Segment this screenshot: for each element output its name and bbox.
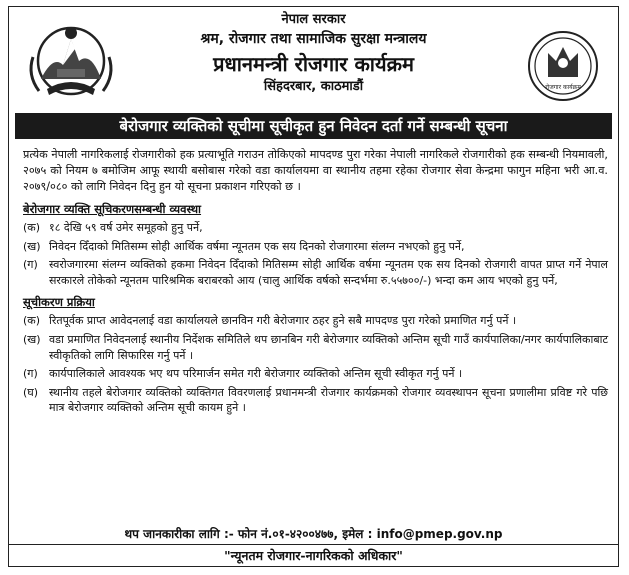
item-number: (ग): [23, 258, 38, 272]
item-text: वडा प्रमाणित निवेदनलाई स्थानीय निर्देशक समितिले थप छानबिन गरी बेरोजगार व्यक्तिको अन्तिम सूची गाउँ कार्यपालिका/नगर कार्यपालिकाबाट स्वीकृतिको लागि सिफारिस गर्नु पर्ने ।: [49, 332, 608, 362]
pmep-logo-icon: [526, 29, 600, 103]
item-number: (ख): [23, 239, 41, 253]
notice-body: [23, 147, 608, 419]
government-name: नेपाल सरकार: [281, 12, 346, 27]
list-item: [23, 257, 608, 288]
item-number: (ख): [23, 332, 41, 346]
notice-header: [9, 7, 618, 111]
item-text: रितपूर्वक प्राप्त आवेदनलाई वडा कार्यालयले छानविन गरी बेरोजगार ठहर हुने सबै मापदण्ड पुरा गरेको प्रमाणित गर्नु पर्ने ।: [49, 314, 517, 328]
notice-title-banner: बेरोजगार व्यक्तिको सूचीमा सूचीकृत हुन निवेदन दर्ता गर्ने सम्बन्धी सूचना: [15, 113, 612, 139]
item-text: स्वरोजगारमा संलग्न व्यक्तिको हकमा निवेदन दिँदाको मितिसम्म सोही आर्थिक वर्षमा न्यूनतम एक सय दिनको रोजगारी वापत प्राप्त गर्ने नेपाल सरकारले तोकेको न्यूनतम पारिश्रमिक बराबरको आय (चालु आर्थिक वर्षको सन्दर्भमा रु.५५७००/-) भन्दा कम आय भएको हुनु पर्ने,: [49, 258, 608, 287]
section-process-title: सूचीकरण प्रक्रिया: [23, 295, 95, 310]
item-number: (घ): [23, 385, 39, 399]
intro-paragraph: प्रत्येक नेपाली नागरिकलाई रोजगारीको हक प्रत्याभूति गराउन तोकिएको मापदण्ड पुरा गरेका नेपाली नागरिकले रोजगारीको हक सम्बन्धी नियमावली, २०७५ को नियम ७ बमोजिम आफू स्थायी बसोबास गरेको वडा कार्यालयमा वा स्थानीय तहमा रहेका रोजगार सेवा केन्द्रमा फागुन महिना भरी आ.व. २०७९/०८० को लागि निवेदन दिनु हुन यो सूचना प्रकाशन गरिएको छ ।: [23, 148, 608, 193]
list-item: [23, 313, 608, 329]
logo-caption: रोजगार कार्यक्रम: [545, 84, 581, 91]
list-item: [23, 366, 608, 382]
office-location: सिंहदरबार, काठमाडौं: [263, 79, 364, 94]
item-number: (क): [23, 221, 41, 234]
process-list: [23, 313, 608, 416]
item-text: कार्यपालिकाले आवश्यक भए थप परिमार्जन समेत गरी बेरोजगार व्यक्तिको अन्तिम सूची स्वीकृत गर्नु पर्ने ।: [49, 367, 463, 381]
notice-page: [8, 6, 619, 567]
list-item: [23, 385, 608, 416]
slogan: "न्यूनतम रोजगार-नागरिकको अधिकार": [224, 548, 403, 563]
footer-divider: [9, 544, 618, 545]
item-text: १८ देखि ५९ वर्ष उमेर समूहको हुनु पर्ने,: [49, 221, 203, 234]
list-item: [23, 239, 608, 255]
section-eligibility-title: बेरोजगार व्यक्ति सूचिकरणसम्बन्धी व्यवस्था: [23, 202, 202, 216]
program-name: प्रधानमन्त्री रोजगार कार्यक्रम: [213, 52, 414, 76]
list-item: [23, 220, 608, 236]
item-text: निवेदन दिँदाको मितिसम्म सोही आर्थिक वर्षमा न्यूनतम एक सय दिनको रोजगारमा संलग्न नभएको हुनु पर्ने,: [49, 239, 465, 253]
item-text: स्थानीय तहले बेरोजगार व्यक्तिको व्यक्तिगत विवरणलाई प्रधानमन्त्री रोजगार कार्यक्रमको रोजगार व्यवस्थापन सूचना प्रणालीमा प्रविष्ट गरे पछि मात्र बेरोजगार व्यक्तिको अन्तिम सूची कायम हुने ।: [49, 385, 608, 415]
list-item: [23, 332, 608, 363]
contact-info: थप जानकारीका लागि :- फोन नं.०१-४२००४७७, इमेल : info@pmep.gov.np: [124, 527, 503, 541]
item-number: (ग): [23, 367, 38, 381]
item-number: (क): [23, 314, 41, 328]
ministry-name: श्रम, रोजगार तथा सामाजिक सुरक्षा मन्त्रालय: [200, 31, 427, 47]
eligibility-list: [23, 220, 608, 288]
